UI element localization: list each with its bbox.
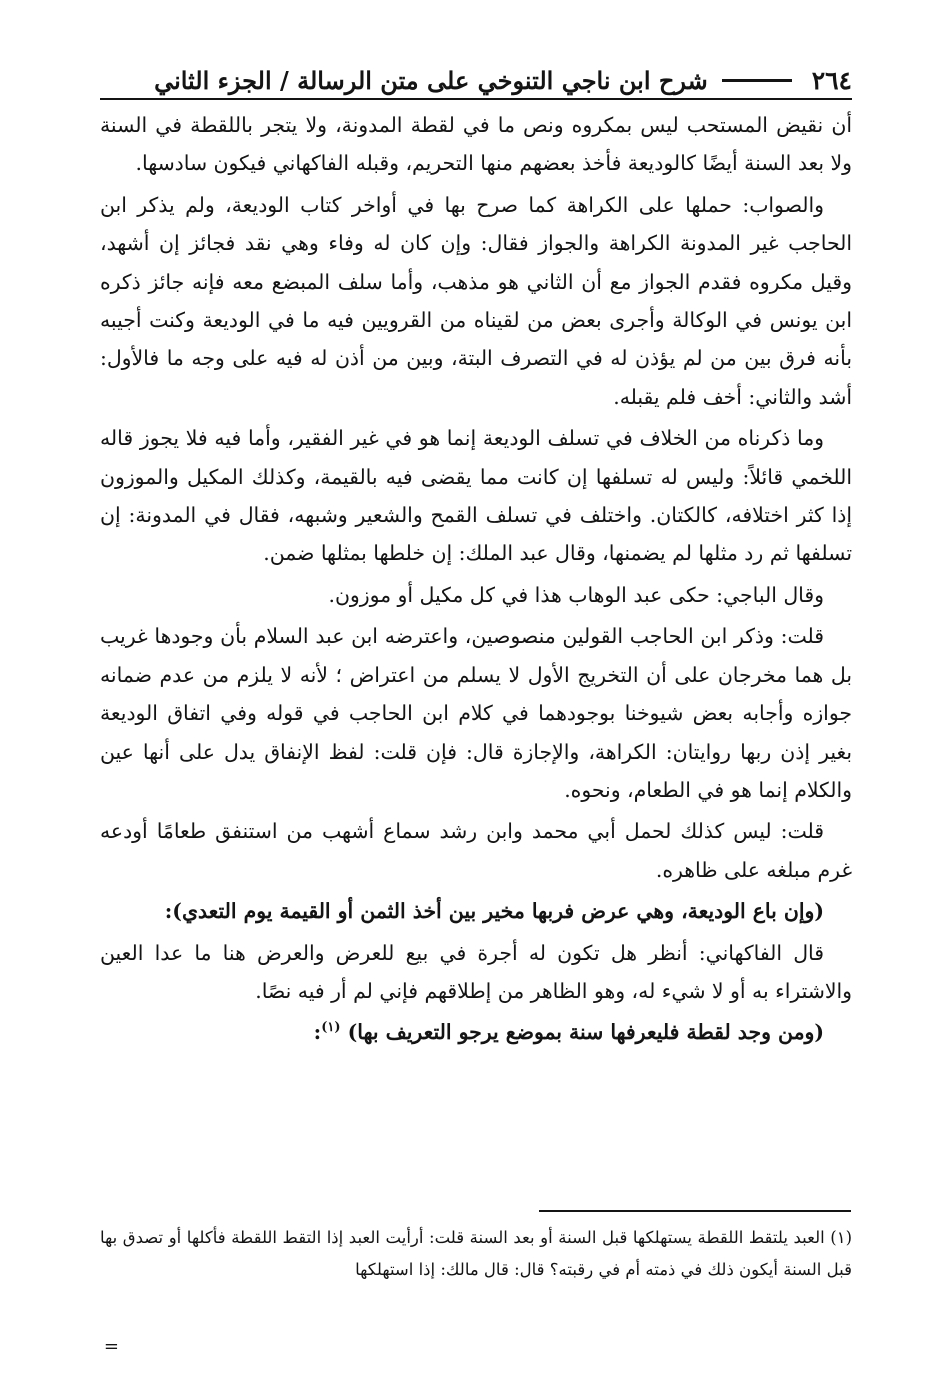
paragraph: أن نقيض المستحب ليس بمكروه ونص ما في لقطة المدونة، ولا يتجر باللقطة في السنة ولا بعد السنة أيضًا كالوديعة فأخذ بعضهم منها التحريم، وقبله الفاكهاني فيكون سادسها. xyxy=(100,113,852,176)
page-header xyxy=(100,62,852,100)
paragraph: قلت: وذكر ابن الحاجب القولين منصوصين، واعترضه ابن عبد السلام بأن وجودها غريب بل هما مخرجان على أن التخريج الأول لا يسلم من اعتراض ؛ لأنه لا يلزم من عدم ضمانه جوازه وأجابه بعض شيوخنا بوجودهما في كلام ابن الحاجب في قوله وفي اتفاق الوديعة بغير إذن ربها روايتان: الكراهة، والإجازة قال: فإن قلت: لفظ الإنفاق يدل على أنها عين والكلام إنما هو في الطعام، ونحوه. xyxy=(100,624,852,802)
footnotes xyxy=(100,1222,852,1286)
body-text xyxy=(100,106,852,1052)
paragraph: قلت: ليس كذلك لحمل أبي محمد وابن رشد سماع أشهب من استنفق طعامًا أودعه غرم مبلغه على ظاهره. xyxy=(100,819,852,882)
paragraph: قال الفاكهاني: أنظر هل تكون له أجرة في بيع للعرض والعرض هنا ما عدا العين والاشتراء به أو لا شيء له، وهو الظاهر من إطلاقهم فإني لم أر فيه نصًا. xyxy=(100,940,852,1003)
quote-colon: : xyxy=(313,1020,322,1045)
quoted-matn: (وإن باع الوديعة، وهي عرض فربها مخير بين أخذ الثمن أو القيمة يوم التعدي): xyxy=(164,899,824,924)
footnote-reference[interactable]: (١) xyxy=(321,1020,341,1036)
footnote: (١) العبد يلتقط اللقطة يستهلكها قبل السنة أو بعد السنة قلت: أرأيت العبد إذا التقط اللقطة فأكلها أو تصدق بها قبل السنة أيكون ذلك في ذمته أم في رقبته؟ قال: قال مالك: إذا استهلكها xyxy=(100,1228,852,1279)
continuation-mark: = xyxy=(103,1336,119,1357)
quoted-matn-with-footnote xyxy=(100,1013,852,1051)
quoted-matn-text: (ومن وجد لقطة فليعرفها سنة بموضع يرجو التعريف بها) xyxy=(347,1020,824,1045)
paragraph: وقال الباجي: حكى عبد الوهاب هذا في كل مكيل أو موزون. xyxy=(328,582,824,607)
running-title: شرح ابن ناجي التنوخي على متن الرسالة / الجزء الثاني xyxy=(154,65,708,95)
footnote-separator xyxy=(539,1210,851,1212)
header-rule xyxy=(722,79,792,82)
paragraph: وما ذكرناه من الخلاف في تسلف الوديعة إنما هو في غير الفقير، وأما فيه فلا يجوز قاله اللخمي قائلاً: وليس له تسلفها إن كانت مما يقضى فيه بالقيمة، وكذلك المكيل والموزون إذا كثر اختلافه، كالكتان. واختلف في تسلف القمح والشعير وشبهه، فقال في المدونة: إن تسلفها ثم رد مثلها لم يضمنها، وقال عبد الملك: إن خلطها بمثلها ضمن. xyxy=(100,426,852,566)
page-content xyxy=(100,62,852,1055)
paragraph: والصواب: حملها على الكراهة كما صرح بها في أواخر كتاب الوديعة، ولم يذكر ابن الحاجب غير المدونة الكراهة والجواز فقال: وإن كان له وفاء وهي نقد فجائز إن أشهد، وقيل مكروه فقدم الجواز مع أن الثاني هو مذهب، وأما سلف المبضع معه فإنه جائز ذكره ابن يونس في الوكالة وأجرى بعض من لقيناه من القرويين فيه ما في الوديعة وكنت أجيبه بأنه فرق بين من لم يؤذن له في التصرف البتة، وبين من أذن له فيه على وجه ما فالأول: أشد والثاني: أخف فلم يقبله. xyxy=(100,192,852,409)
page-number: ٢٦٤ xyxy=(811,65,852,95)
